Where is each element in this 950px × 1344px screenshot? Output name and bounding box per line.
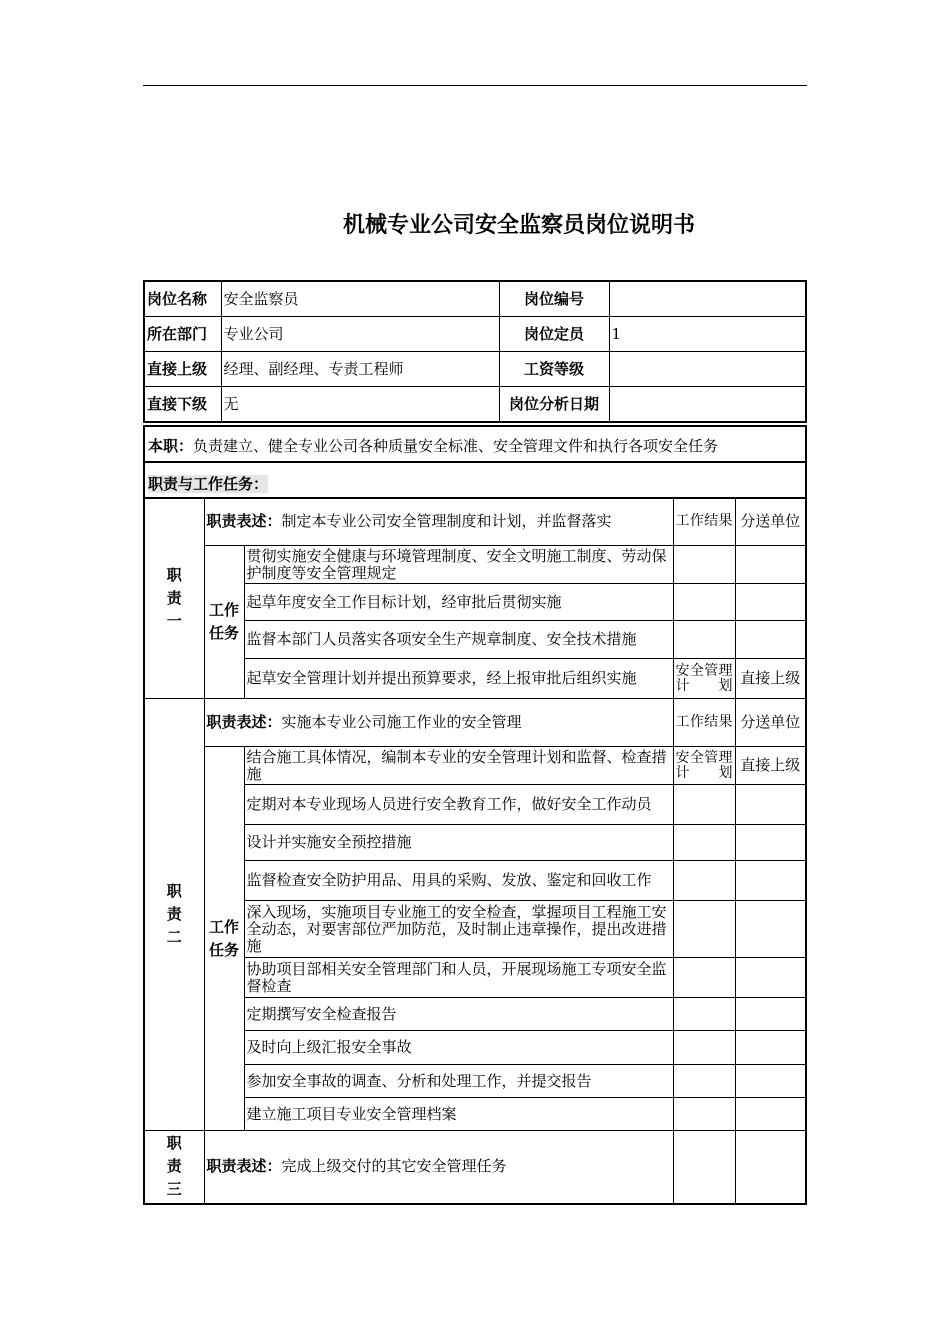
duty-2-name	[144, 699, 204, 1131]
duty-1-desc	[204, 498, 673, 546]
analysis-date-value	[609, 387, 806, 423]
duty-1-name	[144, 498, 204, 699]
send-header: 分送单位	[735, 699, 806, 747]
task-text: 协助项目部相关安全管理部门和人员，开展现场施工专项安全监督检查	[244, 958, 673, 998]
duty-1-name-text: 职责一	[166, 565, 182, 630]
duty-1-desc-text: 制定本专业公司安全管理制度和计划，并监督落实	[281, 512, 612, 530]
task-result: 安全管理计划	[673, 747, 735, 785]
duties-header: 职责与工作任务：	[148, 475, 269, 493]
duty-2-desc	[204, 699, 673, 747]
tasks-label-text: 工作任务	[208, 601, 239, 642]
duty-3-desc	[204, 1131, 673, 1204]
task-result	[673, 1065, 735, 1098]
headcount-value: 1	[609, 317, 806, 352]
task-send	[735, 621, 806, 659]
department-value: 专业公司	[221, 317, 499, 352]
task-send	[735, 1065, 806, 1098]
task-text: 起草安全管理计划并提出预算要求，经上报审批后组织实施	[244, 659, 673, 699]
task-result	[673, 901, 735, 958]
position-no-label: 岗位编号	[499, 281, 609, 317]
task-send	[735, 901, 806, 958]
task-row	[144, 958, 806, 998]
result-header: 工作结果	[673, 699, 735, 747]
task-row	[144, 621, 806, 659]
task-send	[735, 861, 806, 901]
position-name-value: 安全监察员	[221, 281, 499, 317]
info-row	[144, 281, 806, 317]
task-send	[735, 958, 806, 998]
task-text: 监督本部门人员落实各项安全生产规章制度、安全技术措施	[244, 621, 673, 659]
task-row	[144, 584, 806, 621]
task-text: 监督检查安全防护用品、用具的采购、发放、鉴定和回收工作	[244, 861, 673, 901]
task-send	[735, 825, 806, 861]
task-text: 参加安全事故的调查、分析和处理工作，并提交报告	[244, 1065, 673, 1098]
task-send	[735, 785, 806, 825]
task-result	[673, 1098, 735, 1131]
subordinate-value: 无	[221, 387, 499, 423]
task-send: 直接上级	[735, 747, 806, 785]
duty-3-desc-text: 完成上级交付的其它安全管理任务	[281, 1157, 507, 1176]
task-row	[144, 825, 806, 861]
duty-3-send	[735, 1131, 806, 1204]
duty-3-name	[144, 1131, 204, 1204]
duty-row	[144, 498, 806, 546]
desc-label: 职责表述：	[206, 713, 282, 731]
position-info-table	[143, 280, 807, 423]
position-no-value	[609, 281, 806, 317]
task-row	[144, 1098, 806, 1131]
task-result: 安全管理计划	[673, 659, 735, 699]
task-result	[673, 825, 735, 861]
info-row	[144, 352, 806, 387]
task-result	[673, 998, 735, 1031]
send-header: 分送单位	[735, 498, 806, 546]
subordinate-label: 直接下级	[144, 387, 221, 423]
tasks-label	[204, 747, 244, 1131]
task-send	[735, 998, 806, 1031]
task-result	[673, 621, 735, 659]
task-text: 起草年度安全工作目标计划，经审批后贯彻实施	[244, 584, 673, 621]
task-result	[673, 584, 735, 621]
task-send	[735, 1098, 806, 1131]
task-send	[735, 546, 806, 584]
task-row	[144, 747, 806, 785]
header-rule	[143, 85, 807, 86]
duty-3-name-text: 职责三	[166, 1134, 182, 1199]
task-result	[673, 958, 735, 998]
task-row	[144, 659, 806, 699]
info-row	[144, 387, 806, 423]
duty-row	[144, 1131, 806, 1204]
analysis-date-label: 岗位分析日期	[499, 387, 609, 423]
position-name-label: 岗位名称	[144, 281, 221, 317]
responsibility-label: 本职：	[148, 437, 194, 455]
superior-label: 直接上级	[144, 352, 221, 387]
task-result	[673, 546, 735, 584]
info-row	[144, 317, 806, 352]
task-result	[673, 1031, 735, 1065]
duties-table	[143, 497, 807, 1205]
desc-label: 职责表述：	[206, 1157, 282, 1176]
task-text: 深入现场，实施项目专业施工的安全检查，掌握项目工程施工安全动态，对要害部位严加防范，及时制止违章操作，提出改进措施	[244, 901, 673, 958]
salary-grade-label: 工资等级	[499, 352, 609, 387]
duty-2-name-text: 职责二	[166, 882, 182, 946]
duty-3-result	[673, 1131, 735, 1204]
task-row	[144, 861, 806, 901]
document-title: 机械专业公司安全监察员岗位说明书	[343, 213, 696, 238]
task-send: 直接上级	[735, 659, 806, 699]
task-row	[144, 1065, 806, 1098]
tasks-label	[204, 546, 244, 699]
task-text: 定期对本专业现场人员进行安全教育工作，做好安全工作动员	[244, 785, 673, 825]
department-label: 所在部门	[144, 317, 221, 352]
duty-2-desc-text: 实施本专业公司施工作业的安全管理	[281, 713, 522, 731]
salary-grade-value	[609, 352, 806, 387]
task-row	[144, 1031, 806, 1065]
duties-header-bar	[143, 461, 807, 499]
task-row	[144, 546, 806, 584]
task-row	[144, 785, 806, 825]
task-row	[144, 998, 806, 1031]
task-send	[735, 1031, 806, 1065]
task-text: 结合施工具体情况，编制本专业的安全管理计划和监督、检查措施	[244, 747, 673, 785]
desc-label: 职责表述：	[206, 512, 282, 530]
task-text: 设计并实施安全预控措施	[244, 825, 673, 861]
task-text: 贯彻实施安全健康与环境管理制度、安全文明施工制度、劳动保护制度等安全管理规定	[244, 546, 673, 584]
headcount-label: 岗位定员	[499, 317, 609, 352]
responsibility-text: 负责建立、健全专业公司各种质量安全标准、安全管理文件和执行各项安全任务	[193, 437, 719, 455]
task-row	[144, 901, 806, 958]
superior-value: 经理、副经理、专责工程师	[221, 352, 499, 387]
task-text: 及时向上级汇报安全事故	[244, 1031, 673, 1065]
task-result	[673, 785, 735, 825]
duty-row	[144, 699, 806, 747]
task-text: 建立施工项目专业安全管理档案	[244, 1098, 673, 1131]
tasks-label-text: 工作任务	[208, 917, 239, 959]
result-header: 工作结果	[673, 498, 735, 546]
task-text: 定期撰写安全检查报告	[244, 998, 673, 1031]
task-result	[673, 861, 735, 901]
responsibility-summary	[143, 425, 807, 463]
task-send	[735, 584, 806, 621]
